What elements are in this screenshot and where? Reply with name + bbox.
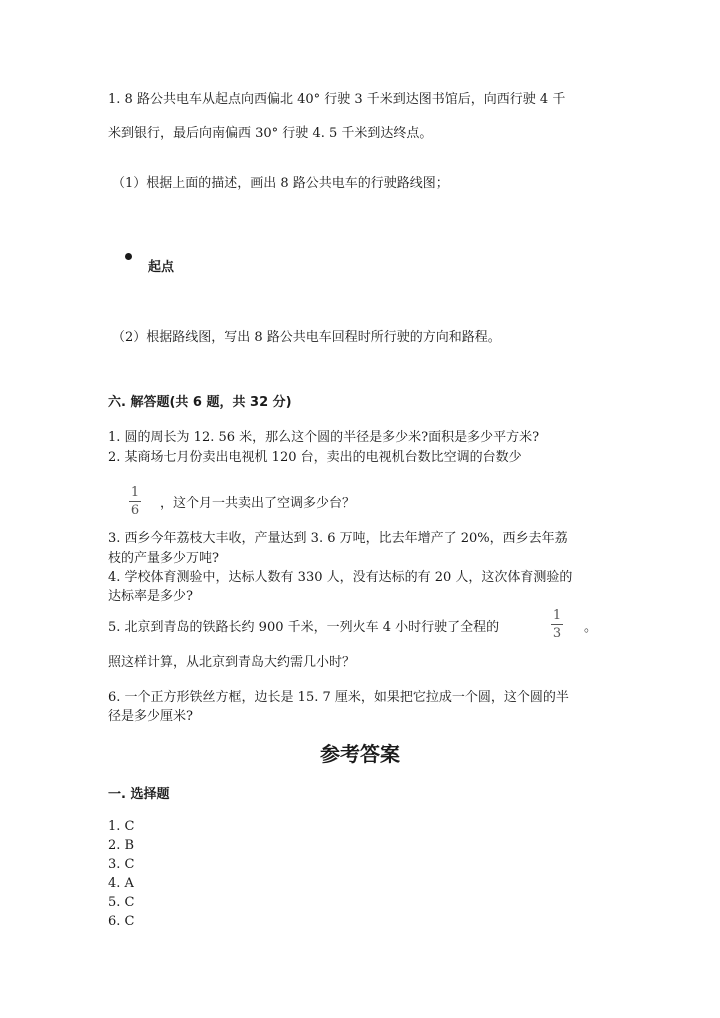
question-4-line1: 4. 学校体育测验中，达标人数有 330 人，没有达标的有 20 人，这次体育测验的 — [108, 570, 573, 585]
answer-item: 1. C — [108, 819, 135, 834]
question-3-line2: 枝的产量多少万吨? — [108, 551, 219, 566]
question-2-line1: 2. 某商场七月份卖出电视机 120 台，卖出的电视机台数比空调的台数少 — [108, 450, 522, 465]
answer-item: 3. C — [108, 857, 135, 872]
problem1-part1: （1）根据上面的描述，画出 8 路公共电车的行驶路线图； — [112, 176, 449, 191]
start-point-label: 起点 — [148, 260, 175, 275]
question-5-period: 。 — [584, 620, 598, 635]
fraction-numerator: 1 — [552, 608, 562, 623]
answer-item: 6. C — [108, 914, 135, 929]
question-6-line2: 径是多少厘米? — [108, 709, 193, 724]
problem1-part2: （2）根据路线图，写出 8 路公共电车回程时所行驶的方向和路程。 — [112, 330, 501, 345]
fraction-bar — [551, 624, 563, 625]
question-2-fraction — [129, 485, 141, 518]
problem1-line2: 米到银行，最后向南偏西 30° 行驶 4. 5 千米到达终点。 — [108, 126, 433, 141]
question-4-line2: 达标率是多少? — [108, 589, 193, 604]
question-2-line2: ，这个月一共卖出了空调多少台？ — [160, 496, 356, 511]
question-3-line1: 3. 西乡今年荔枝大丰收，产量达到 3. 6 万吨，比去年增产了 20%，西乡去年荔 — [108, 531, 568, 546]
answers-title: 参考答案 — [320, 742, 400, 766]
question-5-fraction — [551, 608, 563, 641]
answer-item: 5. C — [108, 895, 135, 910]
fraction-denominator: 6 — [130, 503, 140, 518]
question-1: 1. 圆的周长为 12. 56 米，那么这个圆的半径是多少米?面积是多少平方米? — [108, 430, 540, 445]
answer-item: 4. A — [108, 876, 134, 891]
answers-section1-heading: 一. 选择题 — [108, 787, 170, 802]
fraction-bar — [129, 501, 141, 502]
fraction-denominator: 3 — [552, 626, 562, 641]
answer-item: 2. B — [108, 838, 135, 853]
question-5-line1: 5. 北京到青岛的铁路长约 900 千米，一列火车 4 小时行驶了全程的 — [108, 620, 500, 635]
problem1-line1: 1. 8 路公共电车从起点向西偏北 40° 行驶 3 千米到达图书馆后，向西行驶 4 千 — [108, 92, 566, 107]
section6-heading: 六. 解答题(共 6 题，共 32 分) — [108, 395, 292, 410]
fraction-numerator: 1 — [130, 485, 140, 500]
start-point-dot — [125, 253, 132, 260]
question-6-line1: 6. 一个正方形铁丝方框，边长是 15. 7 厘米，如果把它拉成一个圆，这个圆的半 — [108, 690, 569, 705]
question-5-line2: 照这样计算，从北京到青岛大约需几小时？ — [108, 655, 356, 670]
